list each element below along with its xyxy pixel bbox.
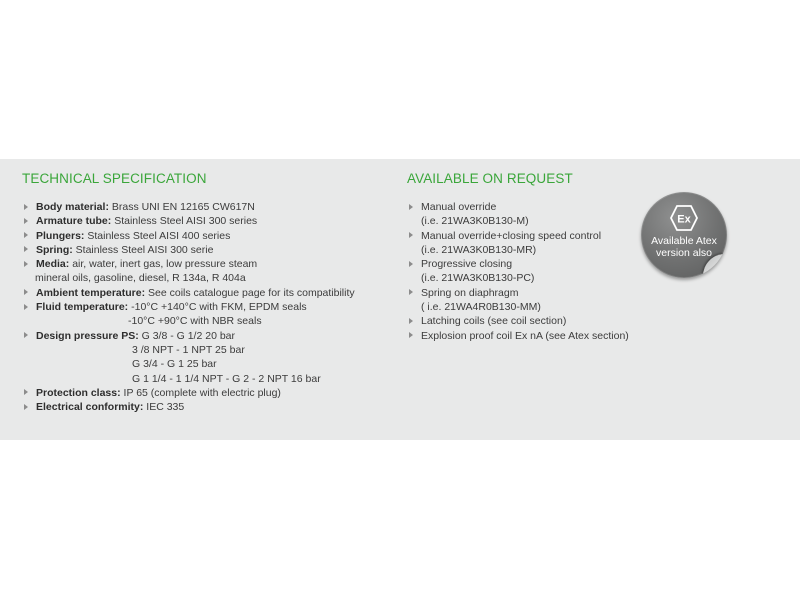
bullet-triangle-icon: [24, 218, 28, 224]
spec-continuation: G 3/4 - G 1 25 bar: [132, 358, 217, 371]
bullet-triangle-icon: [24, 404, 28, 410]
spec-label: Spring:: [36, 243, 73, 256]
technical-specification-heading: TECHNICAL SPECIFICATION: [22, 171, 207, 186]
atex-ex-hexagon-icon: [670, 205, 698, 231]
option-continuation: ( i.e. 21WA4R0B130-MM): [421, 301, 541, 314]
spec-value: Stainless Steel AISI 300 series: [114, 215, 258, 228]
spec-continuation: 3 /8 NPT - 1 NPT 25 bar: [132, 343, 245, 356]
atex-badge-line1: Available Atex: [651, 235, 717, 247]
option-text: Progressive closing: [421, 258, 513, 271]
spec-label: Fluid temperature:: [36, 301, 129, 314]
available-on-request-list: [409, 200, 629, 343]
option-text: Explosion proof coil Ex nA (see Atex section): [421, 329, 629, 342]
option-item-latching-coils: [409, 314, 629, 328]
spec-continuation: -10°C +90°C with NBR seals: [128, 315, 262, 328]
option-continuation: (i.e. 21WA3K0B130-PC): [421, 272, 535, 285]
spec-item-fluid-temperature: [24, 300, 355, 329]
bullet-triangle-icon: [24, 332, 28, 338]
spec-value: See coils catalogue page for its compatibility: [148, 286, 355, 299]
spec-value: Stainless Steel AISI 300 serie: [75, 243, 214, 256]
option-text: Manual override: [421, 201, 497, 213]
bullet-triangle-icon: [24, 289, 28, 295]
bullet-triangle-icon: [409, 332, 413, 338]
spec-item-design-pressure: [24, 329, 355, 386]
spec-value: Stainless Steel AISI 400 series: [87, 229, 231, 242]
spec-label: Armature tube:: [36, 215, 112, 228]
option-item-explosion-proof-coil: [409, 329, 629, 343]
spec-item-plungers: [24, 229, 355, 243]
spec-item-spring: [24, 243, 355, 257]
spec-label: Design pressure PS:: [36, 329, 139, 342]
spec-label: Media:: [36, 258, 70, 271]
spec-continuation: mineral oils, gasoline, diesel, R 134a, R 404a: [35, 272, 246, 285]
option-text: Manual override+closing speed control: [421, 229, 602, 242]
option-item-progressive-closing: [409, 257, 629, 286]
option-item-spring-on-diaphragm: [409, 286, 629, 315]
spec-value: G 3/8 - G 1/2 20 bar: [141, 329, 236, 342]
available-on-request-heading: AVAILABLE ON REQUEST: [407, 171, 573, 186]
spec-item-electrical-conformity: [24, 400, 355, 414]
option-continuation: (i.e. 21WA3K0B130-MR): [421, 243, 537, 256]
spec-value: IEC 335: [146, 401, 185, 414]
bullet-triangle-icon: [24, 204, 28, 210]
bullet-triangle-icon: [24, 261, 28, 267]
bullet-triangle-icon: [409, 204, 413, 210]
bullet-triangle-icon: [409, 318, 413, 324]
spec-item-armature-tube: [24, 214, 355, 228]
technical-specification-list: [24, 200, 355, 414]
bullet-triangle-icon: [409, 232, 413, 238]
spec-label: Protection class:: [36, 386, 121, 399]
option-item-manual-override-speed: [409, 229, 629, 258]
spec-continuation: G 1 1/4 - 1 1/4 NPT - G 2 - 2 NPT 16 bar: [132, 372, 321, 385]
bullet-triangle-icon: [24, 389, 28, 395]
spec-label: Plungers:: [36, 229, 85, 242]
spec-value: Brass UNI EN 12165 CW617N: [111, 201, 255, 213]
option-text: Latching coils (see coil section): [421, 315, 567, 328]
option-item-manual-override: [409, 200, 629, 229]
bullet-triangle-icon: [409, 289, 413, 295]
spec-item-ambient-temperature: [24, 286, 355, 300]
spec-item-media: [24, 257, 355, 286]
spec-value: IP 65 (complete with electric plug): [123, 386, 281, 399]
bullet-triangle-icon: [24, 304, 28, 310]
atex-badge-line2: version also: [655, 247, 713, 259]
spec-label: Body material:: [36, 201, 109, 213]
spec-label: Electrical conformity:: [36, 401, 144, 414]
bullet-triangle-icon: [409, 261, 413, 267]
atex-symbol-text: Ex: [677, 213, 691, 226]
option-continuation: (i.e. 21WA3K0B130-M): [421, 215, 529, 228]
bullet-triangle-icon: [24, 232, 28, 238]
spec-value: air, water, inert gas, low pressure steam: [72, 258, 258, 271]
spec-item-body-material: [24, 200, 355, 214]
bullet-triangle-icon: [24, 246, 28, 252]
option-text: Spring on diaphragm: [421, 286, 519, 299]
spec-item-protection-class: [24, 386, 355, 400]
atex-badge: [641, 192, 727, 278]
spec-value: -10°C +140°C with FKM, EPDM seals: [131, 301, 307, 314]
spec-label: Ambient temperature:: [36, 286, 146, 299]
